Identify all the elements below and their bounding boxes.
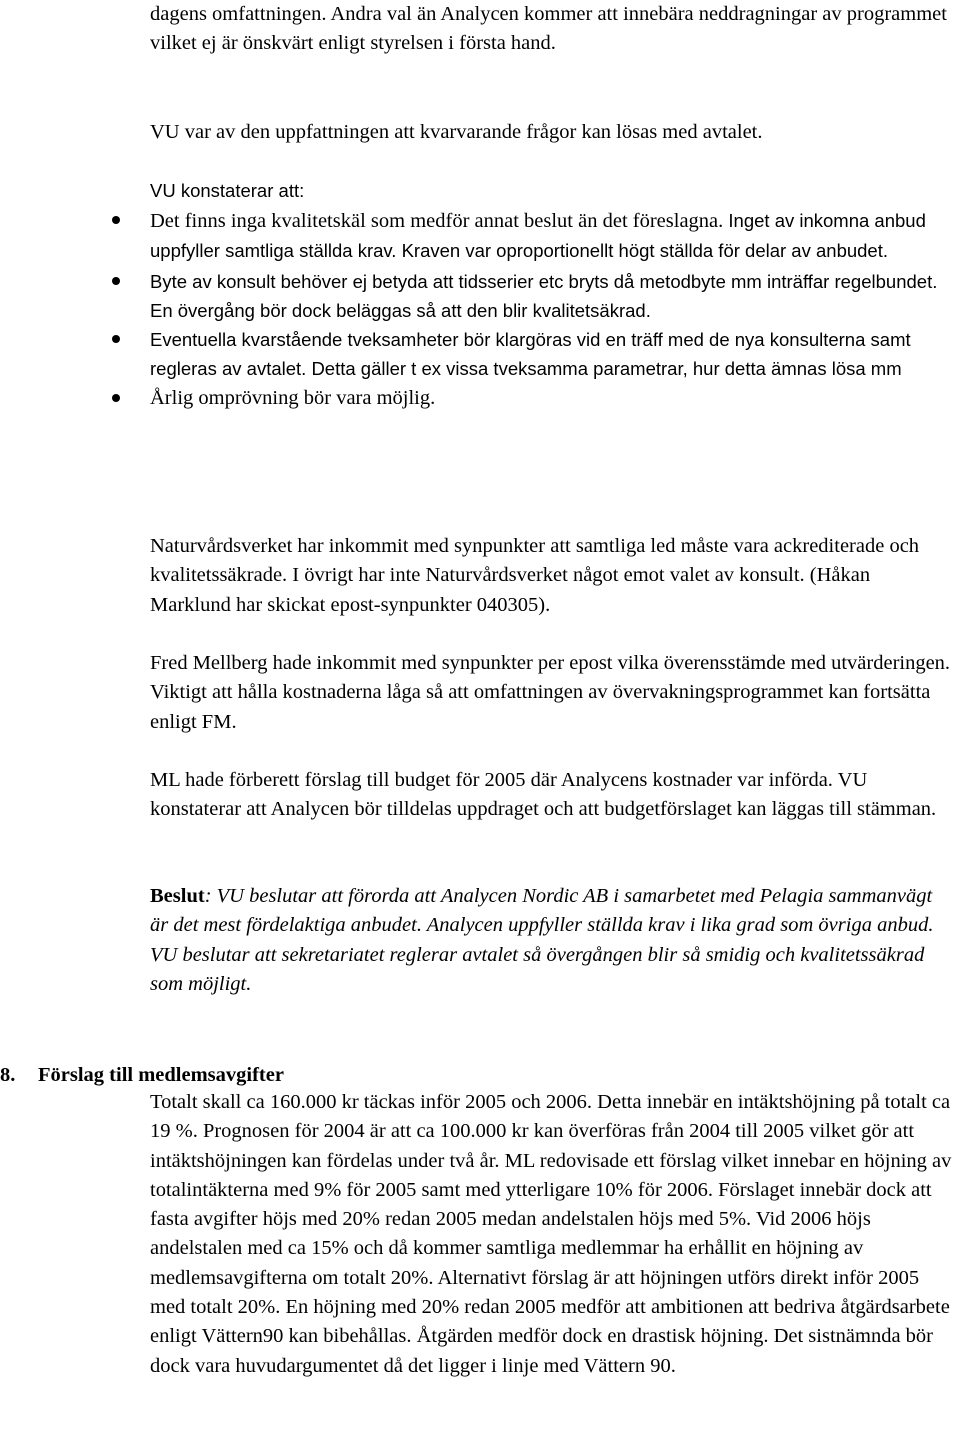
list-item (150, 325, 955, 384)
paragraph-intro: dagens omfattningen. Andra val än Analycen kommer att innebära neddragningar av programmet vilket ej är önskvärt enligt styrelsen i första hand. (150, 3, 947, 55)
paragraph-vu-opinion: VU var av den uppfattningen att kvarvarande frågor kan lösas med avtalet. (150, 121, 763, 143)
finding-text-cont: Inget av inkomna anbud uppfyller samtliga ställda krav. Kraven var oproportionellt högt ställda för delar av anbudet. (150, 210, 926, 262)
findings-list (150, 206, 955, 413)
finding-text: Det finns inga kvalitetskäl som medför annat beslut än det föreslagna. (150, 210, 724, 232)
list-item (150, 384, 955, 413)
decision-paragraph (150, 882, 955, 999)
bullet-icon (112, 277, 120, 285)
finding-text: Eventuella kvarstående tveksamheter bör klargöras vid en träff med de nya konsulterna samt regleras av avtalet. Detta gäller t ex vissa tveksamma parametrar, hur detta ämnas lösa mm (150, 329, 911, 380)
bullet-icon (112, 394, 120, 402)
section-title: Förslag till medlemsavgifter (38, 1064, 284, 1086)
decision-text: : VU beslutar att förorda att Analycen Nordic AB i samarbetet med Pelagia sammanvägt är det mest fördelaktiga anbudet. Analycen uppfyller ställda krav i lika grad som övriga anbud. VU beslutar att sekretariatet reglerar avtalet så övergången blir så smidig och kvalitetssäkrad som möjligt. (150, 885, 934, 995)
section-number: 8. (0, 1064, 16, 1086)
decision-label: Beslut (150, 885, 205, 907)
paragraph-budget: ML hade förberett förslag till budget för 2005 där Analycens kostnader var införda. VU konstaterar att Analycen bör tilldelas uppdraget och att budgetförslaget kan läggas till stämman. (150, 769, 937, 821)
paragraph-mellberg: Fred Mellberg hade inkommit med synpunkter per epost vilka överensstämde med utvärderingen. Viktigt att hålla kostnaderna låga så att omfattningen av övervakningsprogrammet kan fortsätta enligt FM. (150, 652, 951, 733)
list-item (150, 267, 955, 326)
list-item (150, 206, 955, 267)
paragraph-membership-fees: Totalt skall ca 160.000 kr täckas inför 2005 och 2006. Detta innebär en intäktshöjning på totalt ca 19 %. Prognosen för 2004 är att ca 100.000 kr kan överföras från 2004 till 2005 vilket gör att intäktshöjningen kan fördelas under två år. ML redovisade ett förslag vilket innebar en höjning av totalintäkterna med 9% för 2005 samt med ytterligare 10% för 2006. Förslaget innebär dock att fasta avgifter höjs med 20% redan 2005 medan andelstalen höjs med 5%. Vid 2006 höjs andelstalen med ca 15% och då kommer samtliga medlemmar ha erhållit en höjning av medlemsavgifterna om totalt 20%. Alternativt förslag är att höjningen utförs direkt inför 2005 med totalt 20%. En höjning med 20% redan 2005 medför att ambitionen att bedriva åtgärdsarbete enligt Vättern90 kan bibehållas. Åtgärden medför dock en drastisk höjning. Det sistnämnda bör dock vara huvudargumentet då det ligger i linje med Vättern 90. (150, 1091, 952, 1377)
finding-text: Byte av konsult behöver ej betyda att tidsserier etc bryts då metodbyte mm inträffar regelbundet. En övergång bör dock beläggas så att den blir kvalitetsäkrad. (150, 270, 938, 321)
bullet-icon (112, 335, 120, 343)
paragraph-vu-konstaterar: VU konstaterar att: (150, 180, 305, 201)
paragraph-naturvardsverket: Naturvårdsverket har inkommit med synpunkter att samtliga led måste vara ackrediterade och kvalitetssäkrade. I övrigt har inte Naturvårdsverket något emot valet av konsult. (Håkan Marklund har skickat epost-synpunkter 040305). (150, 535, 920, 616)
section-heading (0, 1061, 284, 1090)
bullet-icon (112, 216, 120, 224)
finding-text: Årlig omprövning bör vara möjlig. (150, 386, 436, 409)
